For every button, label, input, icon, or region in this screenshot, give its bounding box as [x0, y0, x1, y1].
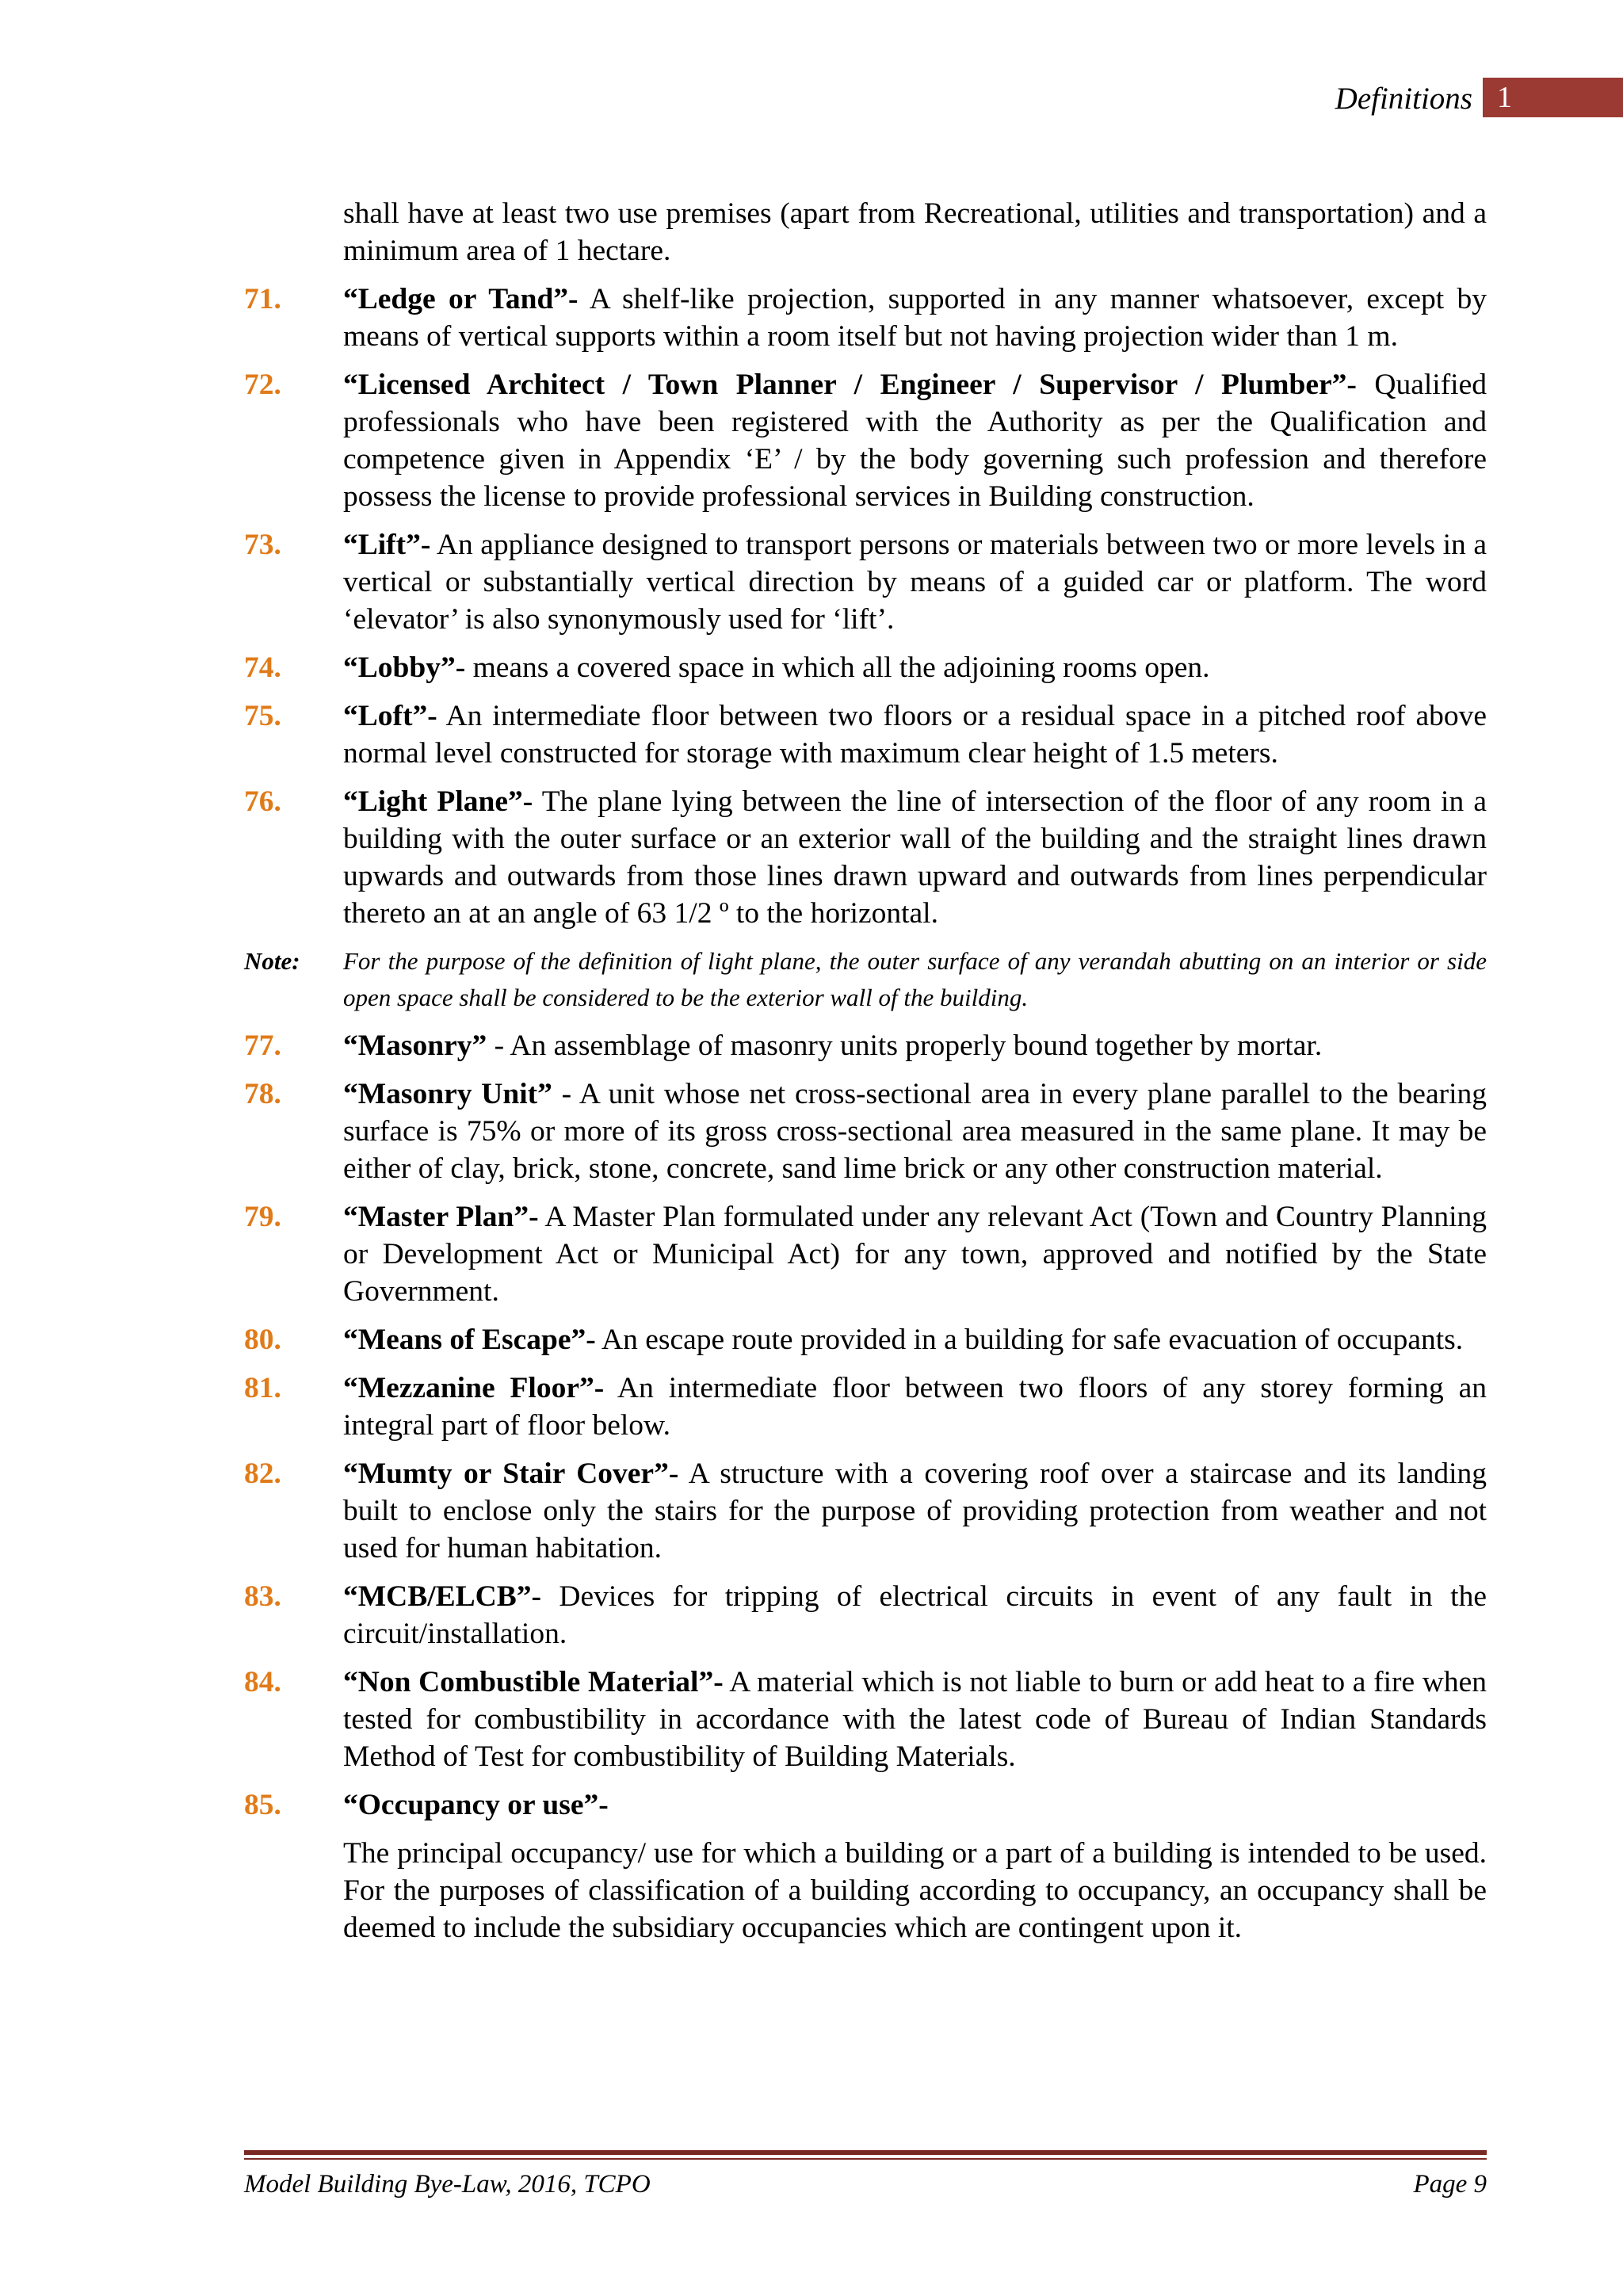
definition-entry [244, 1455, 1487, 1567]
entry-number: 79. [244, 1201, 281, 1233]
entry-text: A structure with a covering roof over a staircase and its landing built to enclose only the stairs for the purpose of providing protection from weather and not used for human habitation. [343, 1457, 1487, 1564]
footer-rule-thin [244, 2158, 1487, 2160]
entry-text: Devices for tripping of electrical circuits in event of any fault in the circuit/installation. [343, 1580, 1487, 1650]
entry-number: 73. [244, 529, 281, 561]
definition-entry [244, 526, 1487, 638]
entry-number: 77. [244, 1030, 281, 1062]
entry-term: “Masonry Unit” [343, 1078, 552, 1110]
entry-text: - An assemblage of masonry units properly bound together by mortar. [487, 1030, 1323, 1062]
definition-entry [244, 649, 1487, 686]
entry-text: An escape route provided in a building for safe evacuation of occupants. [595, 1324, 1464, 1356]
entry-term: “Lobby”- [343, 651, 466, 684]
entry-number: 71. [244, 283, 281, 315]
running-header-title: Definitions [1335, 82, 1472, 116]
entry-term: “Occupancy or use”- [343, 1789, 609, 1821]
entry-text: means a covered space in which all the adjoining rooms open. [465, 651, 1210, 684]
entry-text: Qualified professionals who have been registered with the Authority as per the Qualification and competence given in Appendix ‘E’ / by the body governing such profession and therefore possess the license to provide professional services in Building construction. [343, 369, 1487, 513]
definition-entry [244, 1321, 1487, 1358]
entry-term: “Mumty or Stair Cover”- [343, 1457, 679, 1490]
footer-rule-thick [244, 2150, 1487, 2155]
entry-number: 78. [244, 1078, 281, 1110]
entry-term: “MCB/ELCB”- [343, 1580, 542, 1613]
entry-number: 83. [244, 1580, 281, 1613]
entry-term: “Mezzanine Floor”- [343, 1372, 605, 1404]
entry-text: A shelf-like projection, supported in any manner whatsoever, except by means of vertical supports within a room itself but not having projection wider than 1 m. [343, 283, 1487, 353]
entry-text: An appliance designed to transport persons or materials between two or more levels in a vertical or substantially vertical direction by means of a guided car or platform. The word ‘elevator’ is also synonymously used for ‘lift’. [343, 529, 1487, 636]
entry-text: The plane lying between the line of intersection of the floor of any room in a building with the outer surface or an exterior wall of the building and the straight lines drawn upwards and outwards from those lines drawn upward and outwards from lines perpendicular thereto an at an angle of 63 1/2 º to the horizontal. [343, 785, 1487, 930]
entry-number: 84. [244, 1666, 281, 1698]
entry-term: “Light Plane”- [343, 785, 533, 818]
footer-document-title: Model Building Bye-Law, 2016, TCPO [244, 2170, 651, 2199]
entry-number: 85. [244, 1789, 281, 1821]
occupancy-paragraph: The principal occupancy/ use for which a building or a part of a building is intended to be used. For the purposes of classification of a building according to occupancy, an occupancy shall be deemed to include the subsidiary occupancies which are contingent upon it. [343, 1837, 1487, 1944]
entry-text: - A unit whose net cross-sectional area in every plane parallel to the bearing surface is 75% or more of its gross cross-sectional area measured in the same plane. It may be either of clay, brick, stone, concrete, sand lime brick or any other construction material. [343, 1078, 1487, 1185]
entry-term: “Masonry” [343, 1030, 487, 1062]
document-body [244, 195, 1487, 1946]
entry-number: 74. [244, 651, 281, 684]
definition-entry [244, 697, 1487, 772]
note-label: Note: [244, 947, 300, 975]
entry-text: An intermediate floor between two floors or a residual space in a pitched roof above normal level constructed for storage with maximum clear height of 1.5 meters. [343, 700, 1487, 770]
footer-rule [244, 2150, 1487, 2161]
note-block [244, 943, 1487, 1016]
definition-entry [244, 783, 1487, 932]
entry-text: An intermediate floor between two floors of any storey forming an integral part of floor below. [343, 1372, 1487, 1442]
definition-entry [244, 1786, 1487, 1824]
definition-entry [244, 1578, 1487, 1652]
definition-entry [244, 1075, 1487, 1187]
note-text: For the purpose of the definition of light plane, the outer surface of any verandah abutting on an interior or side open space shall be considered to be the exterior wall of the building. [343, 947, 1487, 1011]
definition-entry [244, 281, 1487, 355]
entry-number: 80. [244, 1324, 281, 1356]
entry-term: “Loft”- [343, 700, 437, 732]
entry-term: “Non Combustible Material”- [343, 1666, 724, 1698]
entry-text: A Master Plan formulated under any relevant Act (Town and Country Planning or Development Act or Municipal Act) for any town, approved and notified by the State Government. [343, 1201, 1487, 1308]
entry-number: 75. [244, 700, 281, 732]
entry-number: 81. [244, 1372, 281, 1404]
definition-entry [244, 1027, 1487, 1064]
entry-term: “Means of Escape”- [343, 1324, 596, 1356]
header-page-box: 1 [1483, 78, 1623, 117]
footer-page-number: Page 9 [1413, 2170, 1487, 2199]
entry-number: 76. [244, 785, 281, 818]
definition-entry [244, 1370, 1487, 1444]
entry-term: “Master Plan”- [343, 1201, 539, 1233]
entry-number: 72. [244, 369, 281, 401]
entry-term: “Lift”- [343, 529, 431, 561]
entry-number: 82. [244, 1457, 281, 1490]
intro-paragraph: shall have at least two use premises (apart from Recreational, utilities and transportation) and a minimum area of 1 hectare. [343, 197, 1487, 267]
entry-text: A material which is not liable to burn or add heat to a fire when tested for combustibility in accordance with the latest code of Bureau of Indian Standards Method of Test for combustibility of Building Materials. [343, 1666, 1487, 1773]
definition-entry [244, 366, 1487, 515]
definition-entry [244, 1198, 1487, 1310]
entry-term: “Licensed Architect / Town Planner / Engineer / Supervisor / Plumber”- [343, 369, 1357, 401]
definition-entry [244, 1664, 1487, 1775]
entry-term: “Ledge or Tand”- [343, 283, 579, 315]
